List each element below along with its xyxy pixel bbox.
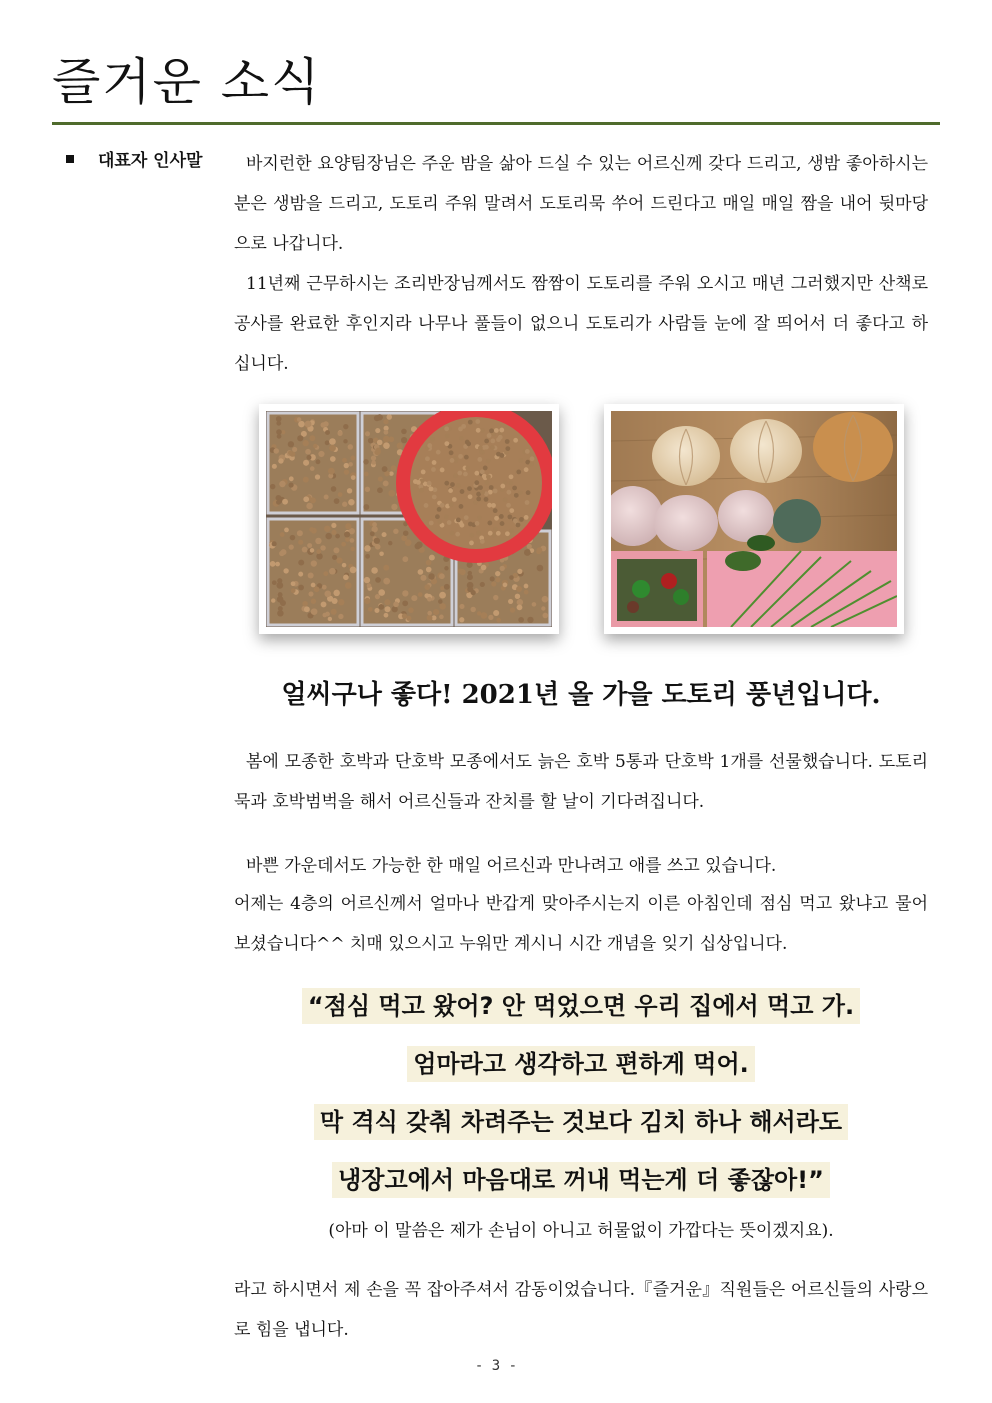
quote-note: (아마 이 말씀은 제가 손님이 아니고 허물없이 가깝다는 뜻이겠지요). (328, 1221, 834, 1241)
paragraph-3: 봄에 모종한 호박과 단호박 모종에서도 늙은 호박 5통과 단호박 1개를 선물했습니다. 도토리묵과 호박범벅을 해서 어르신들과 잔치를 할 날이 기다려집니다. (234, 752, 928, 812)
title-rule (52, 122, 940, 125)
quote-line-4: 냉장고에서 마음대로 꺼내 먹는게 더 좋잖아!” (234, 1160, 928, 1195)
paragraph-1: 바지런한 요양팀장님은 주운 밤을 삶아 드실 수 있는 어르신께 갖다 드리고, 생밤 좋아하시는 분은 생밤을 드리고, 도토리 주워 말려서 도토리묵 쑤어 드린다고 매일 매일 짬을 내어 뒷마당으로 나갑니다. (234, 154, 928, 254)
headline: 얼씨구나 좋다! 2021년 올 가을 도토리 풍년입니다. (281, 680, 881, 710)
paragraph-6: 라고 하시면서 제 손을 꼭 잡아주셔서 감동이었습니다.『즐거운』직원들은 어르신들의 사랑으로 힘을 냅니다. (234, 1280, 928, 1340)
square-bullet-icon (66, 155, 74, 163)
paragraph-5: 어제는 4층의 어르신께서 얼마나 반갑게 맞아주시는지 이른 아침인데 점심 먹고 왔냐고 물어보셨습니다^^ 치매 있으시고 누워만 계시니 시간 개념을 잊기 십상입니다. (234, 894, 928, 954)
page-number: - 3 - (474, 1358, 518, 1374)
acorn-photo (259, 404, 559, 634)
section-label-text: 대표자 인사말 (98, 151, 203, 171)
pumpkin-photo (604, 404, 904, 634)
section-label (66, 146, 202, 171)
paragraph-4: 바쁜 가운데서도 가능한 한 매일 어르신과 만나려고 애를 쓰고 있습니다. (246, 856, 777, 876)
quote-line-1: “점심 먹고 왔어? 안 먹었으면 우리 집에서 먹고 가. (234, 986, 928, 1021)
paragraph-2: 11년째 근무하시는 조리반장님께서도 짬짬이 도토리를 주워 오시고 매년 그러했지만 산책로 공사를 완료한 후인지라 나무나 풀들이 없으니 도토리가 사람들 눈에 잘 띄어서 더 좋다고 하십니다. (234, 274, 928, 374)
quote-line-2: 엄마라고 생각하고 편하게 먹어. (234, 1044, 928, 1079)
quote-line-3: 막 격식 갖춰 차려주는 것보다 김치 하나 해서라도 (234, 1102, 928, 1137)
page-title: 즐거운 소식 (52, 53, 322, 111)
